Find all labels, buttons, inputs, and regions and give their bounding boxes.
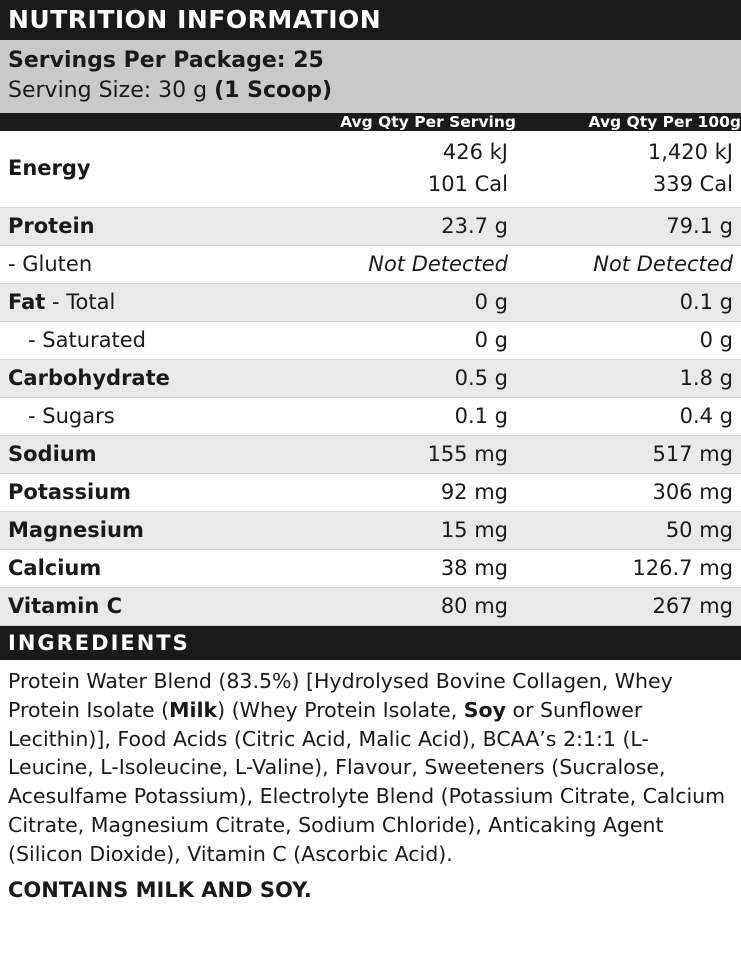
table-row [0,436,741,474]
row-value-serving: Not Detected [290,246,516,284]
table-row [0,284,741,322]
row-value-per100: 1,420 kJ [647,140,733,165]
row-label: Protein [8,214,95,239]
row-value-serving: 23.7 g [290,208,516,246]
table-row [0,398,741,436]
row-value-per100: 79.1 g [516,208,741,246]
row-value-serving: 0.5 g [290,360,516,398]
row-value-serving: 0 g [290,284,516,322]
row-label-bold: Fat [8,290,46,315]
nutrition-table [0,113,741,626]
table-row [0,474,741,512]
row-value-serving: 0 g [290,322,516,360]
row-value-serving: 38 mg [290,550,516,588]
row-value-per100: 126.7 mg [516,550,741,588]
row-value-per100: Not Detected [516,246,741,284]
row-label: - Gluten [8,252,93,277]
column-header-blank [0,113,290,131]
contains-statement: CONTAINS MILK AND SOY. [8,878,312,903]
servings-block [0,40,741,113]
table-row [0,512,741,550]
row-value-serving-cal: 101 Cal [427,171,508,196]
row-value-per100: 517 mg [516,436,741,474]
table-row [0,550,741,588]
row-value-per100: 0 g [516,322,741,360]
row-value-per100: 267 mg [516,588,741,626]
ingredients-text [0,660,741,870]
row-value-serving: 92 mg [290,474,516,512]
serving-size-scoop: (1 Scoop) [214,77,333,103]
table-header-row [0,113,741,131]
table-row [0,322,741,360]
serving-size [8,76,733,106]
row-value-per100: 50 mg [516,512,741,550]
column-header-per-100g: Avg Qty Per 100g [516,113,741,131]
ingredients-part-1: Protein Water Blend (83.5%) [Hydrolysed Bovine Collagen, Whey Protein Isolate ( [8,669,673,723]
row-label: Sodium [8,442,97,467]
row-value-serving: 0.1 g [290,398,516,436]
row-label: Calcium [8,556,102,581]
row-label: Magnesium [8,518,144,543]
row-value-per100: 0.1 g [516,284,741,322]
ingredients-part-2: ) (Whey Protein Isolate, [217,698,464,723]
row-label: - Saturated [8,328,147,353]
row-value-per100: 306 mg [516,474,741,512]
row-value-per100: 1.8 g [516,360,741,398]
row-label: Energy [8,156,91,181]
table-row [0,131,741,208]
row-label: - Sugars [8,404,115,429]
row-label: Vitamin C [8,594,123,619]
row-value-per100-cal: 339 Cal [652,171,733,196]
serving-size-prefix: Serving Size: 30 g [8,77,215,103]
row-value-per100: 0.4 g [516,398,741,436]
row-value-serving: 155 mg [290,436,516,474]
row-label-rest: - Total [45,290,116,315]
row-label: Carbohydrate [8,366,170,391]
ingredients-part-3: or Sunflower Lecithin)], Food Acids (Citric Acid, Malic Acid), BCAA’s 2:1:1 (L-Leucine, L-Isoleucine, L-Valine), Flavour, Sweeteners (Sucralose, Acesulfame Potassium), Electrolyte Blend (Potassium Citrate, Calcium Citrate, Magnesium Citrate, Sodium Chloride), Anticaking Agent (Silicon Dioxide), Vitamin C (Ascorbic Acid). [8,698,726,866]
table-row [0,208,741,246]
table-row [0,246,741,284]
row-value-serving: 80 mg [290,588,516,626]
nutrition-information-title: NUTRITION INFORMATION [0,0,741,40]
row-value-serving: 426 kJ [442,140,508,165]
allergen-soy: Soy [463,698,507,723]
row-label: Potassium [8,480,132,505]
table-row [0,588,741,626]
servings-per-package: Servings Per Package: 25 [8,48,324,73]
ingredients-title: INGREDIENTS [0,626,741,660]
table-row [0,360,741,398]
row-value-serving: 15 mg [290,512,516,550]
allergen-milk: Milk [169,698,218,723]
column-header-per-serving: Avg Qty Per Serving [290,113,516,131]
